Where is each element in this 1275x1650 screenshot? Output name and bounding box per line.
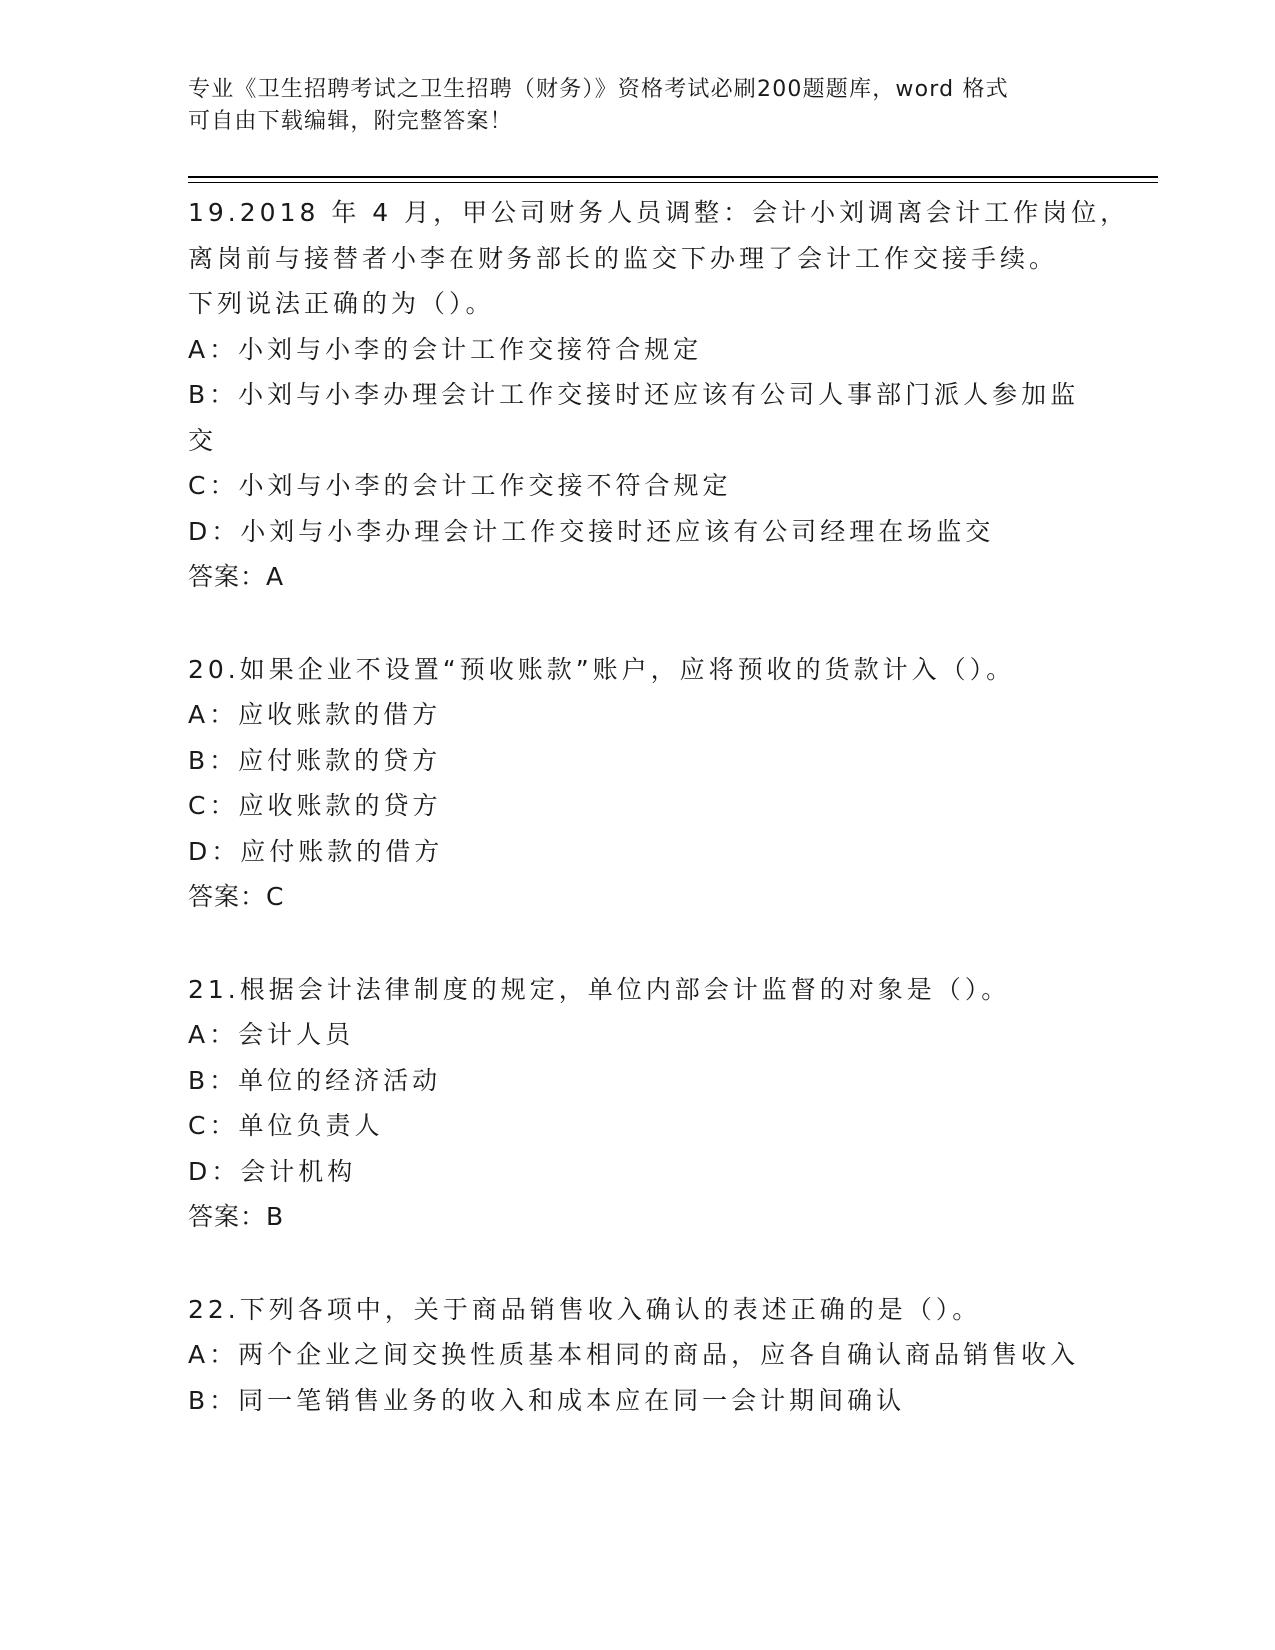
answer-line: 答案：C [188,882,285,911]
option-b: B：小刘与小李办理会计工作交接时还应该有公司人事部门派人参加监 [188,380,1080,409]
option-a: A：会计人员 [188,1020,355,1049]
option-a: A：小刘与小李的会计工作交接符合规定 [188,334,703,364]
option-b: B：单位的经济活动 [188,1065,442,1095]
option-b-continued: 交 [188,425,218,455]
question-list [188,190,1130,1423]
question-stem-line: 19.2018 年 4 月，甲公司财务人员调整：会计小刘调离会计工作岗位， [188,198,1130,227]
option-c: C：小刘与小李的会计工作交接不符合规定 [188,471,732,500]
question-19 [188,190,1130,600]
question-stem-line: 下列说法正确的为（）。 [188,289,495,318]
header-divider-thin [188,182,1158,183]
option-a: A：两个企业之间交换性质基本相同的商品，应各自确认商品销售收入 [188,1340,1080,1369]
option-c: C：单位负责人 [188,1111,384,1140]
option-c: C：应收账款的贷方 [188,791,442,820]
option-a: A：应收账款的借方 [188,700,442,729]
question-stem-line: 20.如果企业不设置“预收账款”账户，应将预收的货款计入（）。 [188,654,1016,684]
question-22 [188,1287,1088,1424]
header-line-2: 可自由下载编辑，附完整答案！ [188,109,513,134]
option-b: B：应付账款的贷方 [188,745,442,775]
option-d: D：小刘与小李办理会计工作交接时还应该有公司经理在场监交 [188,516,995,546]
answer-line: 答案：A [188,562,285,591]
question-stem-line: 离岗前与接替者小李在财务部长的监交下办理了会计工作交接手续。 [188,243,1059,273]
document-header [188,74,1068,138]
header-divider-thick [188,176,1158,178]
answer-line: 答案：B [188,1202,285,1231]
question-stem-line: 22.下列各项中，关于商品销售收入确认的表述正确的是（）。 [188,1294,982,1324]
header-line-1: 专业《卫生招聘考试之卫生招聘（财务）》资格考试必刷200题题库，word 格式 [188,77,1009,102]
option-d: D：应付账款的借方 [188,836,444,866]
question-21 [188,967,1088,1240]
question-20 [188,647,1088,920]
question-stem-line: 21.根据会计法律制度的规定，单位内部会计监督的对象是（）。 [188,974,1011,1004]
option-d: D：会计机构 [188,1156,357,1186]
option-b: B：同一笔销售业务的收入和成本应在同一会计期间确认 [188,1385,906,1415]
